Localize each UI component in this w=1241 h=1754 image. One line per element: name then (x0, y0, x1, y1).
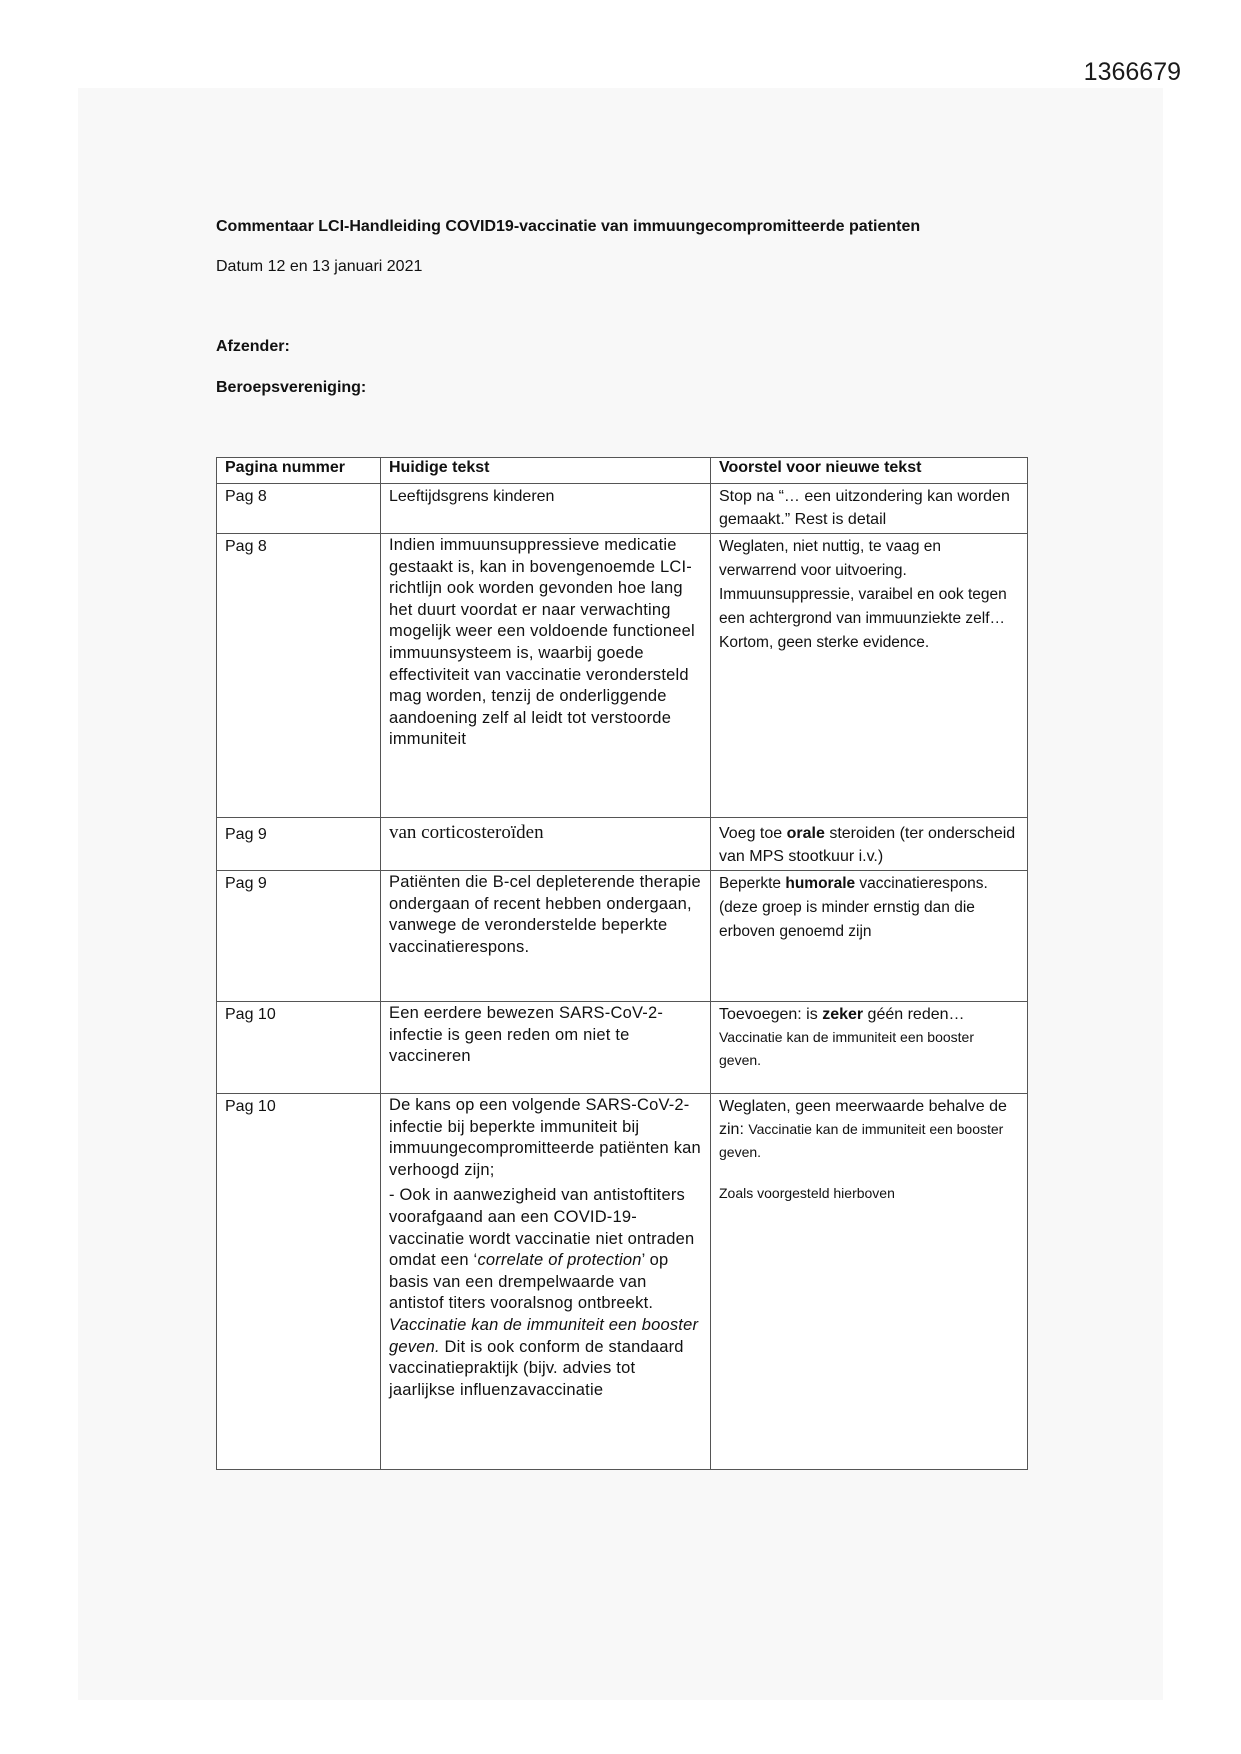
table-row (217, 1002, 1028, 1094)
proposal-cell: Stop na “… een uitzondering kan worden gemaakt.” Rest is detail (711, 484, 1028, 534)
page-cell: Pag 9 (217, 818, 381, 871)
current-paragraph: De kans op een volgende SARS-CoV-2-infectie bij beperkte immuniteit bij immuungecompromitteerde patiënten kan verhoogd zijn; (389, 1096, 701, 1179)
proposal-text: steroiden (ter onderscheid van MPS stootkuur i.v.) (719, 825, 1016, 865)
proposal-small: Vaccinatie kan de immuniteit een booster geven. (719, 1121, 1004, 1160)
table-header-row (217, 458, 1028, 484)
header-proposal-text: Voorstel voor nieuwe tekst (711, 458, 1028, 484)
proposal-note: Zoals voorgesteld hierboven (719, 1185, 895, 1201)
proposal-emphasis: humorale (785, 875, 856, 892)
table-row (217, 1094, 1028, 1470)
proposal-cell (711, 1094, 1028, 1470)
page-cell: Pag 10 (217, 1002, 381, 1094)
current-text-cell (381, 1094, 711, 1470)
proposal-cell (711, 818, 1028, 871)
current-italic: Vaccinatie kan de immuniteit een booster geven. (389, 1315, 699, 1356)
page-cell: Pag 8 (217, 484, 381, 534)
proposal-text: Toevoegen: is (719, 1006, 823, 1023)
current-text-cell: Patiënten die B-cel depleterende therapie ondergaan of recent hebben ondergaan, vanwege de veronderstelde beperkte vaccinatierespons. (381, 871, 711, 1002)
page-cell: Pag 9 (217, 871, 381, 1002)
document-id: 1366679 (1083, 58, 1181, 86)
proposal-note: Vaccinatie kan de immuniteit een booster geven. (719, 1029, 974, 1068)
current-paragraph: Dit is ook conform de standaard vaccinatiepraktijk (bijv. advies tot jaarlijkse influenzavaccinatie (389, 1337, 684, 1399)
current-text-cell: Leeftijdsgrens kinderen (381, 484, 711, 534)
document-title: Commentaar LCI-Handleiding COVID19-vaccinatie van immuungecompromitteerde patienten (216, 218, 921, 235)
current-text-cell: van corticosteroïden (381, 818, 711, 871)
proposal-emphasis: orale (786, 825, 825, 842)
current-text-cell: Indien immuunsuppressieve medicatie gestaakt is, kan in bovengenoemde LCI-richtlijn ook worden gevonden hoe lang het duurt voordat er naar verwachting mogelijk weer een voldoende functioneel immuunsysteem is, waarbij goede effectiviteit van vaccinatie verondersteld mag worden, tenzij de onderliggende aandoening zelf al leidt tot verstoorde immuniteit (381, 534, 711, 818)
proposal-note: (deze groep is minder ernstig dan die erboven genoemd zijn (719, 899, 975, 940)
proposal-text: vaccinatierespons. (855, 875, 988, 892)
proposal-cell: Weglaten, niet nuttig, te vaag en verwarrend voor uitvoering. Immuunsuppressie, varaibel en ook tegen een achtergrond van immuunziekte zelf… Kortom, geen sterke evidence. (711, 534, 1028, 818)
proposal-cell (711, 871, 1028, 1002)
proposal-text: géén reden… (863, 1006, 965, 1023)
association-label: Beroepsvereniging: (216, 379, 367, 396)
sender-label: Afzender: (216, 338, 290, 355)
document-date: Datum 12 en 13 januari 2021 (216, 258, 423, 275)
table-row (217, 484, 1028, 534)
table-row (217, 534, 1028, 818)
header-page-number: Pagina nummer (217, 458, 381, 484)
table-row (217, 871, 1028, 1002)
comments-table (216, 457, 1028, 1470)
page-cell: Pag 10 (217, 1094, 381, 1470)
proposal-text: Weglaten, geen meerwaarde behalve de zin: (719, 1098, 1007, 1138)
proposal-text: Beperkte (719, 875, 786, 892)
proposal-emphasis: zeker (822, 1006, 864, 1023)
current-text-cell: Een eerdere bewezen SARS-CoV-2-infectie is geen reden om niet te vaccineren (381, 1002, 711, 1094)
table-row (217, 818, 1028, 871)
proposal-text: Voeg toe (719, 825, 787, 842)
current-paragraph: ’ op basis van een drempelwaarde van antistof titers vooralsnog ontbreekt. (389, 1251, 669, 1313)
proposal-cell (711, 1002, 1028, 1094)
current-italic: correlate of protection (477, 1251, 642, 1270)
header-current-text: Huidige tekst (381, 458, 711, 484)
page-cell: Pag 8 (217, 534, 381, 818)
current-paragraph: - Ook in aanwezigheid van antistoftiters voorafgaand aan een COVID-19-vaccinatie wordt vaccinatie niet ontraden omdat een ‘ (389, 1186, 695, 1270)
